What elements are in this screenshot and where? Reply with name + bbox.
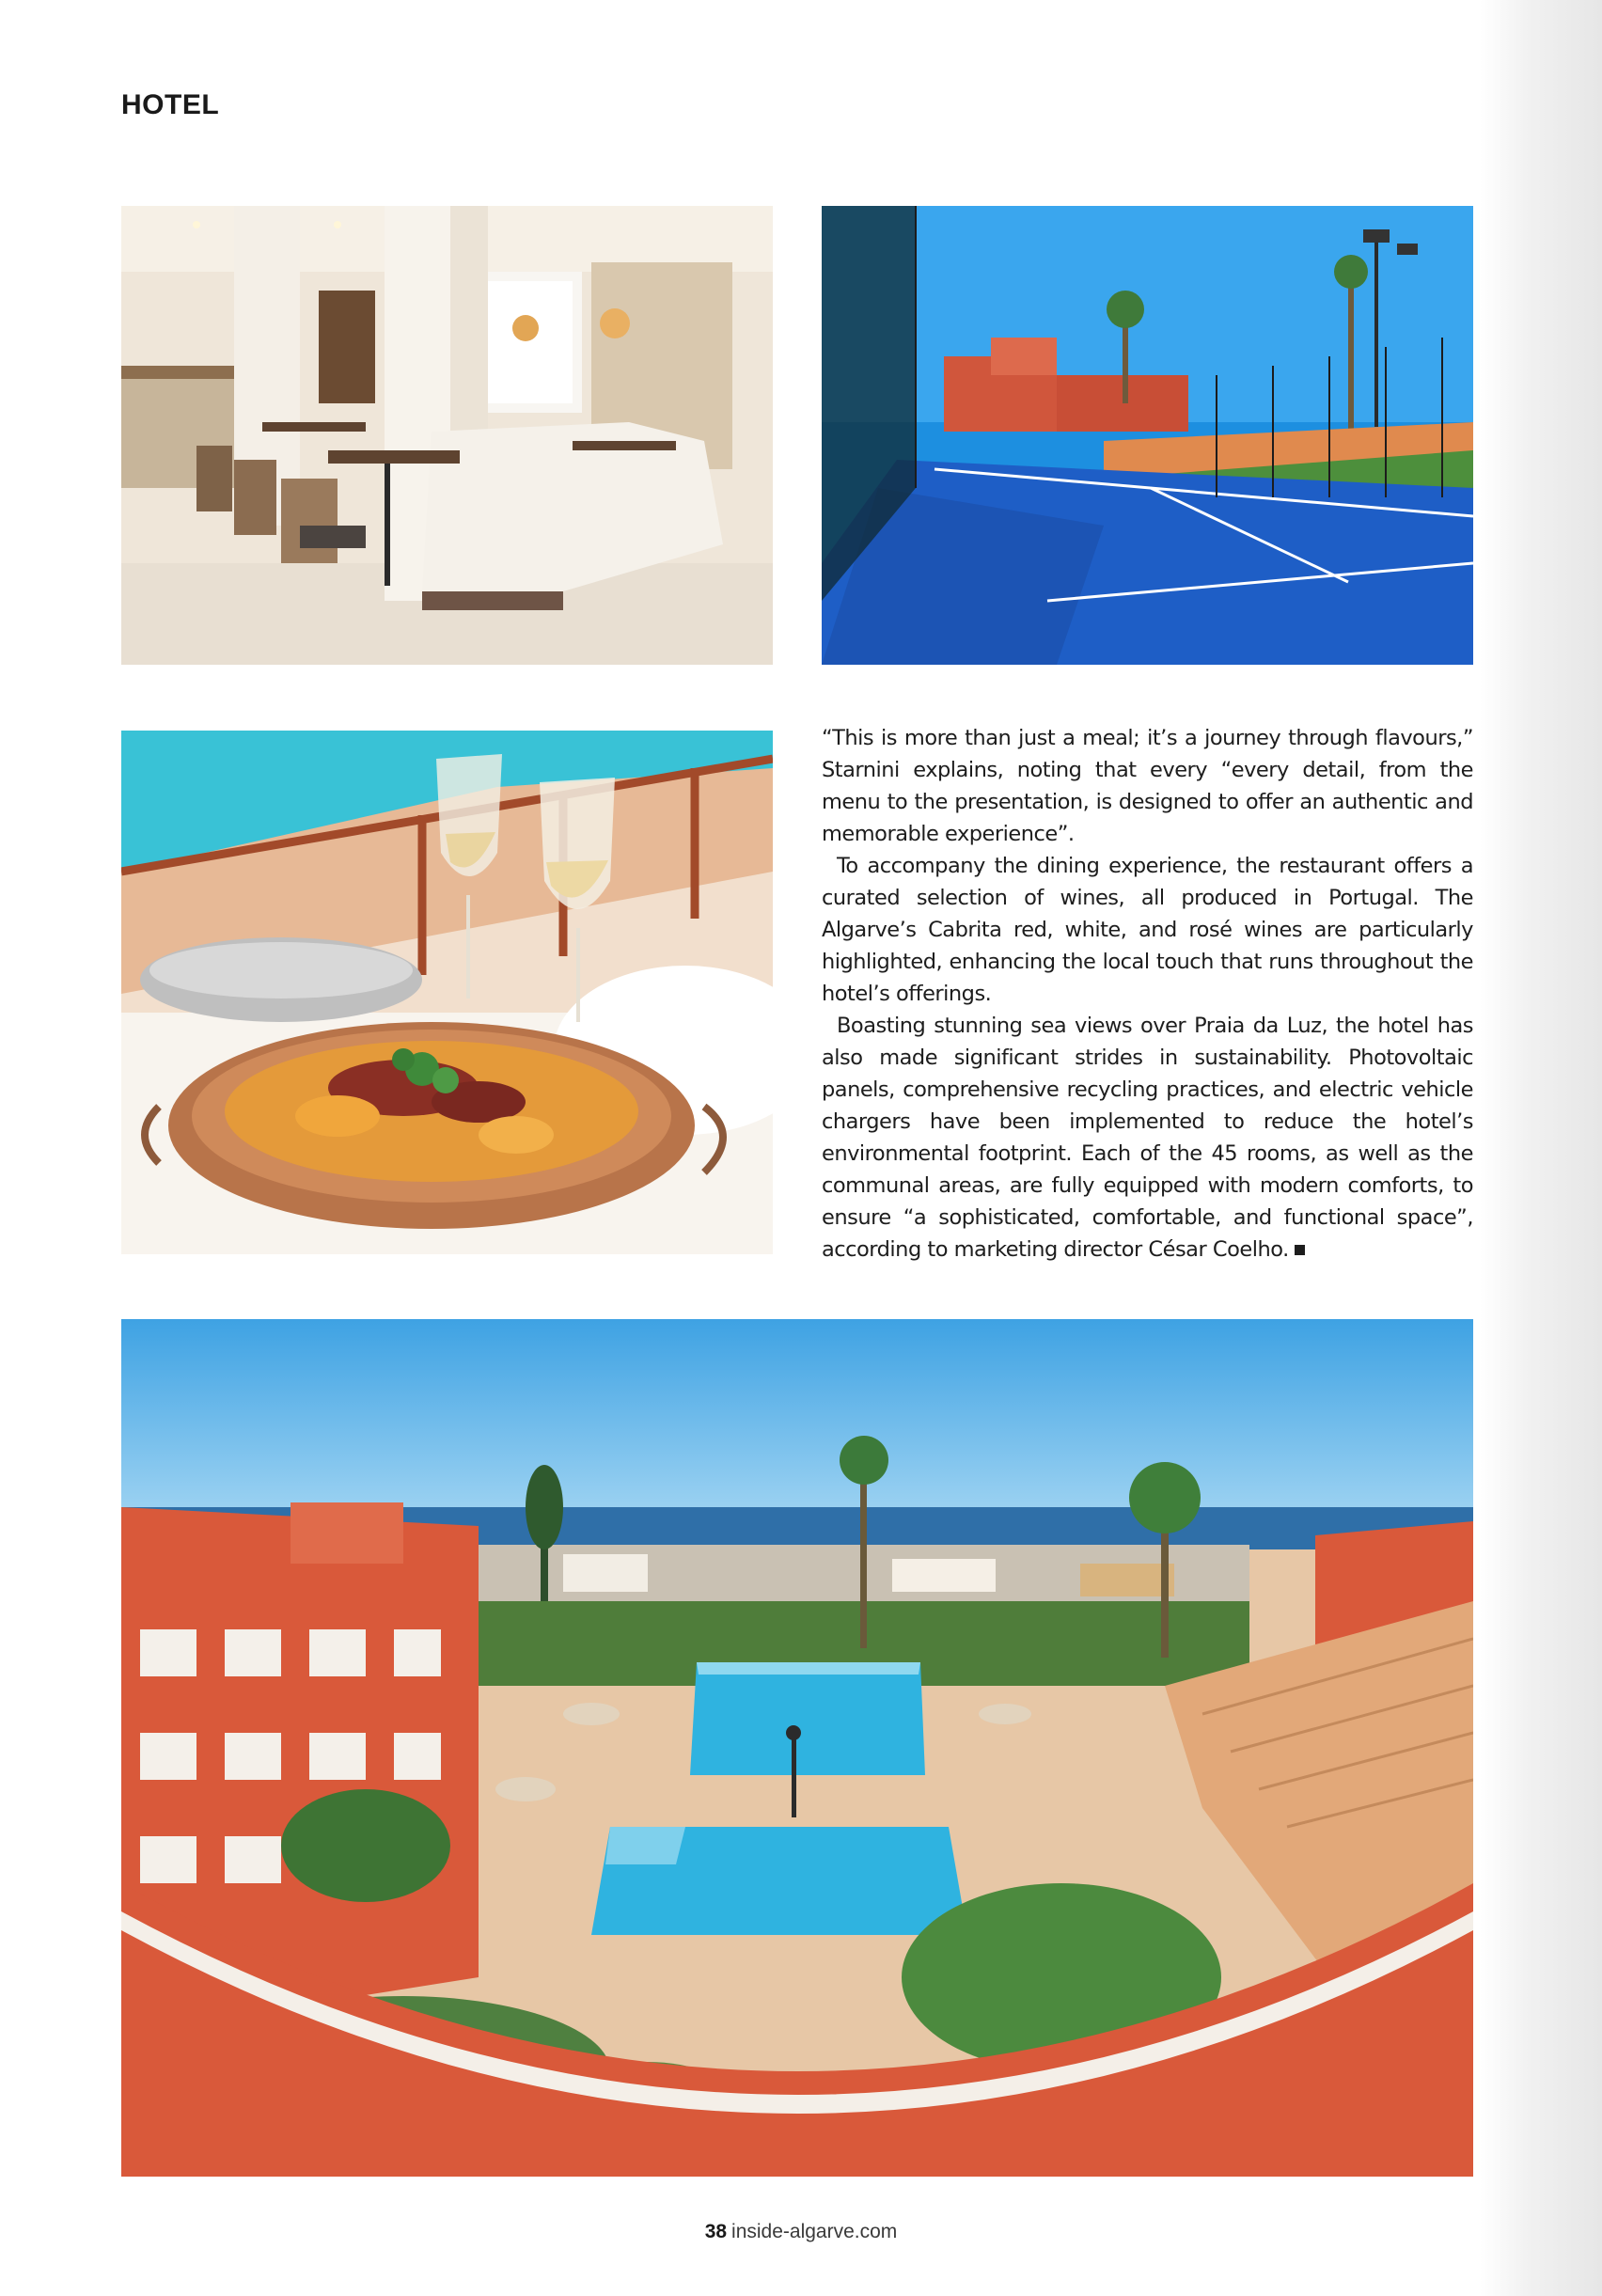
page-footer: [0, 2221, 1602, 2243]
article-body: [822, 722, 1473, 1266]
page-number: 38: [704, 2221, 728, 2242]
article-paragraph-1: “This is more than just a meal; it’s a journey through flavours,” Starnini explains, noting that every “every detail, from the menu to the presentation, is designed to offer an authentic and memorable experience”.: [822, 726, 1473, 846]
article-paragraph-2: To accompany the dining experience, the restaurant offers a curated selection of wines, all produced in Portugal. The Algarve’s Cabrita red, white, and rosé wines are particularly highlighted, enhancing the local touch that runs throughout the hotel’s offerings.: [822, 854, 1473, 1006]
octopus-dish-photo: [121, 731, 773, 1254]
padel-court-photo: [822, 206, 1473, 665]
article-paragraph-3-text: Boasting stunning sea views over Praia da Luz, the hotel has also made significant strides in sustainability. Photovoltaic panels, comprehensive recycling practices, and electric vehicle chargers have been implemented to reduce the hotel’s environmental footprint. Each of the 45 rooms, as well as the communal areas, are fully equipped with modern comforts, to ensure “a sophisticated, comfortable, and functional space”, according to marketing director César Coelho.: [822, 1014, 1473, 1262]
end-of-article-mark: [1295, 1245, 1305, 1255]
section-label: HOTEL: [121, 89, 220, 120]
hotel-pool-aerial-photo: [121, 1319, 1473, 2177]
article-paragraph-3: [822, 1010, 1473, 1266]
restaurant-interior-photo: [121, 206, 773, 665]
page-edge-shadow: [1480, 0, 1602, 2296]
website-link[interactable]: inside-algarve.com: [731, 2221, 898, 2242]
